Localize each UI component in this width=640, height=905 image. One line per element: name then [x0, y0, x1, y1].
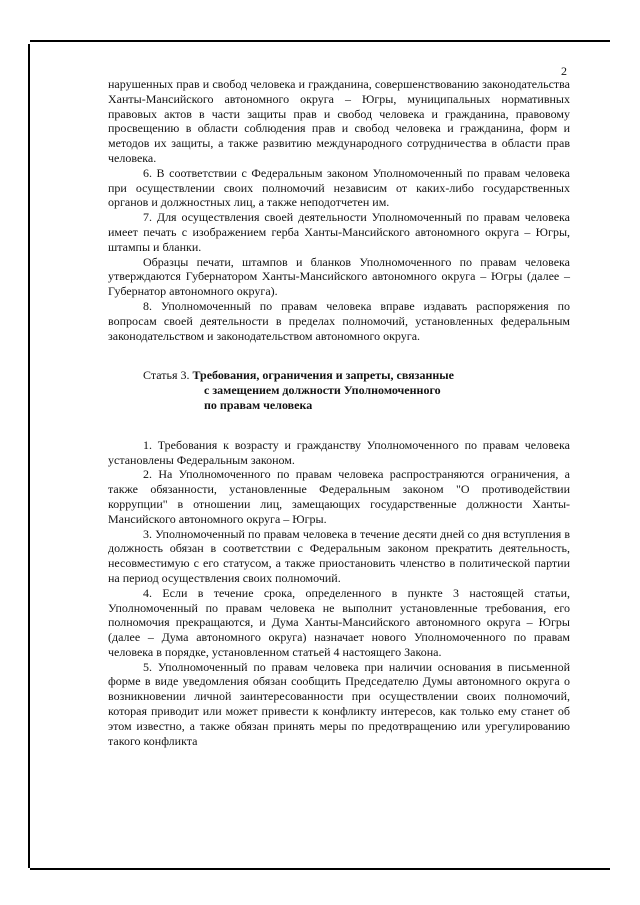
paragraph: Образцы печати, штампов и бланков Уполномоченного по правам человека утверждаются Губернатором Ханты-Мансийского автономного округа – Югры (далее – Губернатор автономного округа).	[108, 254, 570, 299]
article-label: Статья 3.	[143, 368, 190, 383]
paragraph: 1. Требования к возрасту и гражданству Уполномоченного по правам человека установлены Федеральным законом.	[108, 437, 570, 467]
paragraph: нарушенных прав и свобод человека и гражданина, совершенствованию законодательства Ханты-Мансийского автономного округа – Югры, муниципальных нормативных правовых актов в части защиты прав и свобод человека и гражданина, правовому просвещению в области соблюдения прав и свобод человека и гражданина, форм и методов их защиты, а также развитию международного сотрудничества в области прав человека.	[108, 77, 570, 165]
paragraph: 3. Уполномоченный по правам человека в течение десяти дней со дня вступления в должность обязан в соответствии с Федеральным законом прекратить деятельность, несовместимую с его статусом, а также приостановить членство в политической партии на период осуществления своих полномочий.	[108, 526, 570, 585]
page-number: 2	[561, 64, 567, 78]
article-heading	[108, 368, 570, 412]
document-body	[108, 77, 570, 748]
article-title-line-1: Требования, ограничения и запреты, связанные	[192, 368, 454, 383]
paragraph: 7. Для осуществления своей деятельности Уполномоченный по правам человека имеет печать с изображением герба Ханты-Мансийского автономного округа – Югры, штампы и бланки.	[108, 210, 570, 254]
bottom-border-line	[30, 868, 610, 870]
paragraph: 2. На Уполномоченного по правам человека распространяются ограничения, а также обязанности, установленные Федеральным законом "О противодействии коррупции" в отношении лиц, замещающих государственные должности Ханты-Мансийского автономного округа – Югры.	[108, 467, 570, 526]
left-border-line	[28, 44, 30, 868]
top-border-line	[30, 40, 610, 42]
article-title-line-3: по правам человека	[204, 397, 313, 412]
paragraph: 6. В соответствии с Федеральным законом Уполномоченный по правам человека при осуществлении своих полномочий независим от каких-либо государственных органов и должностных лиц, а также неподотчетен им.	[108, 165, 570, 210]
paragraph: 5. Уполномоченный по правам человека при наличии основания в письменной форме в виде уведомления обязан сообщить Председателю Думы автономного округа о возникновении личной заинтересованности при осуществлении своих полномочий, которая приводит или может привести к конфликту интересов, как только ему станет об этом известно, а также обязан принять меры по предотвращению или урегулированию такого конфликта	[108, 659, 570, 748]
paragraph: 8. Уполномоченный по правам человека вправе издавать распоряжения по вопросам своей деятельности в пределах полномочий, установленных федеральным законодательством и законодательством автономного округа.	[108, 298, 570, 343]
article-title-line-2: с замещением должности Уполномоченного	[204, 383, 441, 398]
paragraph: 4. Если в течение срока, определенного в пункте 3 настоящей статьи, Уполномоченный по правам человека не выполнит установленные требования, его полномочия прекращаются, и Дума Ханты-Мансийского автономного округа – Югры (далее – Дума автономного округа) назначает нового Уполномоченного по правам человека в порядке, установленном статьей 4 настоящего Закона.	[108, 585, 570, 659]
